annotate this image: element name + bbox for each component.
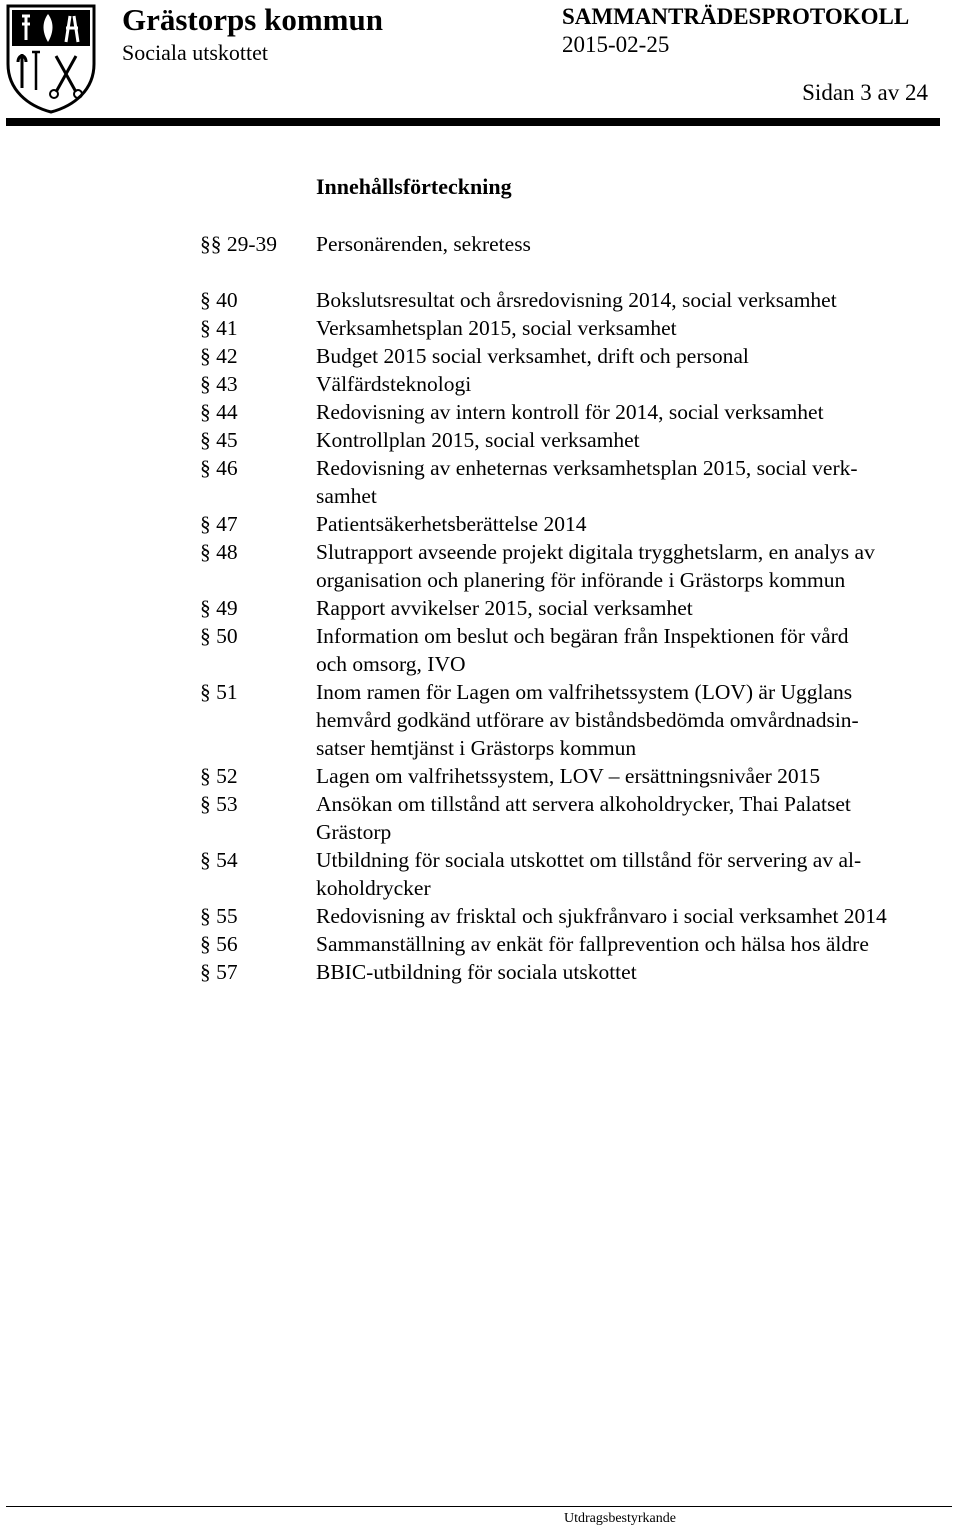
toc-entry-text: Lagen om valfrihetssystem, LOV – ersättningsnivåer 2015 [316, 764, 821, 788]
toc-entry-number: § 44 [200, 400, 238, 424]
toc-entry-text: Rapport avvikelser 2015, social verksamhet [316, 596, 693, 620]
toc-entry-text: Verksamhetsplan 2015, social verksamhet [316, 316, 677, 340]
toc-entry-text: samhet [316, 484, 377, 508]
toc-entry-text: Kontrollplan 2015, social verksamhet [316, 428, 640, 452]
toc-entry-number: § 51 [200, 680, 238, 704]
toc-entry-number: § 50 [200, 624, 238, 648]
document-type: SAMMANTRÄDESPROTOKOLL [562, 4, 910, 29]
toc-entry-text: Personärenden, sekretess [316, 232, 531, 256]
toc-entry-number: § 55 [200, 904, 238, 928]
toc-entry-text: Bokslutsresultat och årsredovisning 2014, social verksamhet [316, 288, 837, 312]
toc-entry-number: § 42 [200, 344, 238, 368]
toc-entry-text: Välfärdsteknologi [316, 372, 472, 396]
toc-entry-number: § 41 [200, 316, 238, 340]
toc-entry-text: organisation och planering för införande i Grästorps kommun [316, 568, 846, 592]
toc-entry-text: Inom ramen för Lagen om valfrihetssystem (LOV) är Ugglans [316, 680, 853, 704]
toc-entry-text: Budget 2015 social verksamhet, drift och personal [316, 344, 749, 368]
toc-entry-text: Information om beslut och begäran från Inspektionen för vård [316, 624, 849, 648]
header-divider [6, 118, 940, 126]
toc-entry-number: § 53 [200, 792, 238, 816]
toc-entry-text: satser hemtjänst i Grästorps kommun [316, 736, 637, 760]
organization-name: Grästorps kommun [122, 2, 383, 37]
toc-entry-number: § 40 [200, 288, 238, 312]
toc-entry-text: Sammanställning av enkät för fallprevention och hälsa hos äldre [316, 932, 869, 956]
toc-entry-text: Redovisning av enheternas verksamhetsplan 2015, social verk- [316, 456, 858, 480]
toc-entry-number: § 47 [200, 512, 238, 536]
toc-entry-text: Patientsäkerhetsberättelse 2014 [316, 512, 587, 536]
toc-entry-number: § 57 [200, 960, 238, 984]
footer-label: Utdragsbestyrkande [564, 1511, 676, 1526]
toc-entry-text: Redovisning av intern kontroll för 2014, social verksamhet [316, 400, 824, 424]
footer-divider [6, 1506, 952, 1507]
toc-entry-number: § 48 [200, 540, 238, 564]
toc-entry-number: § 46 [200, 456, 238, 480]
toc-entry-number: § 54 [200, 848, 238, 872]
toc-entry-text: Redovisning av frisktal och sjukfrånvaro i social verksamhet 2014 [316, 904, 887, 928]
toc-entry-text: Slutrapport avseende projekt digitala trygghetslarm, en analys av [316, 540, 875, 564]
municipal-coat-of-arms-icon [4, 2, 98, 114]
toc-entry-text: Grästorp [316, 820, 392, 844]
toc-entry-text: Utbildning för sociala utskottet om tillstånd för servering av al- [316, 848, 862, 872]
toc-entry-text: koholdrycker [316, 876, 431, 900]
toc-entry-number: § 49 [200, 596, 238, 620]
toc-entry-text: hemvård godkänd utförare av biståndsbedömda omvårdnadsin- [316, 708, 859, 732]
toc-entry-text: och omsorg, IVO [316, 652, 466, 676]
toc-entry-number: § 43 [200, 372, 238, 396]
toc-entry-number: §§ 29-39 [200, 232, 278, 256]
committee-name: Sociala utskottet [122, 40, 269, 65]
page-number: Sidan 3 av 24 [802, 80, 928, 105]
toc-entry-number: § 56 [200, 932, 238, 956]
toc-entry-number: § 52 [200, 764, 238, 788]
document-date: 2015-02-25 [562, 32, 670, 57]
toc-title: Innehållsförteckning [316, 174, 512, 199]
toc-entry-text: BBIC-utbildning för sociala utskottet [316, 960, 637, 984]
toc-entry-number: § 45 [200, 428, 238, 452]
toc-entry-text: Ansökan om tillstånd att servera alkoholdrycker, Thai Palatset [316, 792, 851, 816]
